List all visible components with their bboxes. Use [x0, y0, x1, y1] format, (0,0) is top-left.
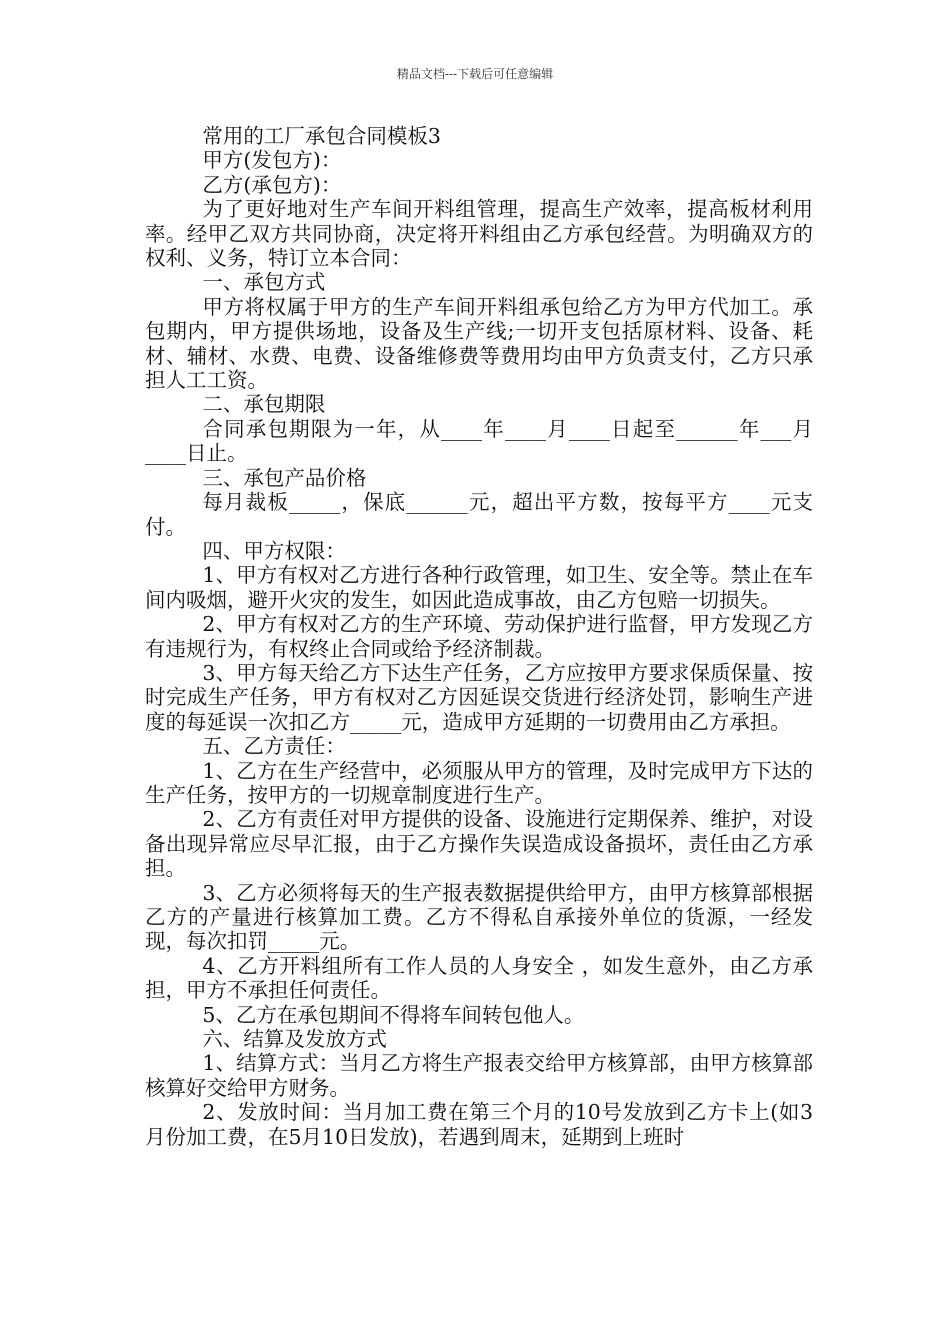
section-heading: 六、结算及发放方式	[202, 1027, 387, 1052]
document-title: 常用的工厂承包合同模板3	[202, 124, 441, 148]
clause-paragraph: 1、乙方在生产经营中，必须服从甲方的管理，及时完成甲方下达的生产任务，按甲方的一切规章制度进行生产。	[145, 758, 813, 807]
page-header-watermark: 精品文档---下载后可任意编辑	[396, 67, 554, 81]
clause-paragraph: 3、乙方必须将每天的生产报表数据提供给甲方，由甲方核算部根据乙方的产量进行核算加工费。乙方不得私自承接外单位的货源，一经发现，每次扣罚_____元。	[145, 880, 813, 954]
body-paragraph: 每月裁板_____，保底______元，超出平方数，按每平方____元支付。	[145, 490, 813, 539]
section-heading: 一、承包方式	[202, 270, 326, 295]
section-heading: 二、承包期限	[202, 392, 326, 417]
party-b-line: 乙方(承包方)：	[202, 172, 342, 197]
body-paragraph: 合同承包期限为一年，从____年____月____日起至______年___月____日止。	[145, 416, 813, 466]
party-a-line: 甲方(发包方)：	[202, 148, 342, 173]
clause-paragraph: 5、乙方在承包期间不得将车间转包他人。	[202, 1002, 585, 1027]
clause-paragraph: 2、甲方有权对乙方的生产环境、劳动保护进行监督，甲方发现乙方有违规行为，有权终止合同或给予经济制裁。	[145, 612, 813, 661]
document-body	[145, 124, 813, 1149]
clause-paragraph: 4、乙方开料组所有工作人员的人身安全 ，如发生意外，由乙方承担，甲方不承担任何责任。	[145, 953, 813, 1003]
clause-paragraph: 1、甲方有权对乙方进行各种行政管理，如卫生、安全等。禁止在车间内吸烟，避开火灾的发生，如因此造成事故，由乙方包赔一切损失。	[145, 563, 813, 612]
section-heading: 五、乙方责任：	[202, 734, 346, 759]
section-heading: 三、承包产品价格	[202, 465, 367, 490]
clause-paragraph: 2、发放时间：当月加工费在第三个月的10号发放到乙方卡上(如3月份加工费，在5月10日发放)，若遇到周末，延期到上班时	[145, 1100, 813, 1149]
clause-paragraph: 3、甲方每天给乙方下达生产任务，乙方应按甲方要求保质保量、按时完成生产任务，甲方有权对乙方因延误交货进行经济处罚，影响生产进度的每延误一次扣乙方_____元，造成甲方延期的一切费用由乙方承担。	[145, 660, 813, 734]
clause-paragraph: 1、结算方式：当月乙方将生产报表交给甲方核算部，由甲方核算部核算好交给甲方财务。	[145, 1051, 813, 1100]
preamble-paragraph: 为了更好地对生产车间开料组管理，提高生产效率，提高板材利用率。经甲乙双方共同协商，决定将开料组由乙方承包经营。为明确双方的权利、义务，特订立本合同：	[145, 197, 813, 271]
section-heading: 四、甲方权限：	[202, 538, 346, 563]
clause-paragraph: 2、乙方有责任对甲方提供的设备、设施进行定期保养、维护，对设备出现异常应尽早汇报，由于乙方操作失误造成设备损坏，责任由乙方承担。	[145, 807, 813, 881]
body-paragraph: 甲方将权属于甲方的生产车间开料组承包给乙方为甲方代加工。承包期内，甲方提供场地，设备及生产线;一切开支包括原材料、设备、耗材、辅材、水费、电费、设备维修费等费用均由甲方负责支付，乙方只承担人工工资。	[145, 294, 813, 393]
